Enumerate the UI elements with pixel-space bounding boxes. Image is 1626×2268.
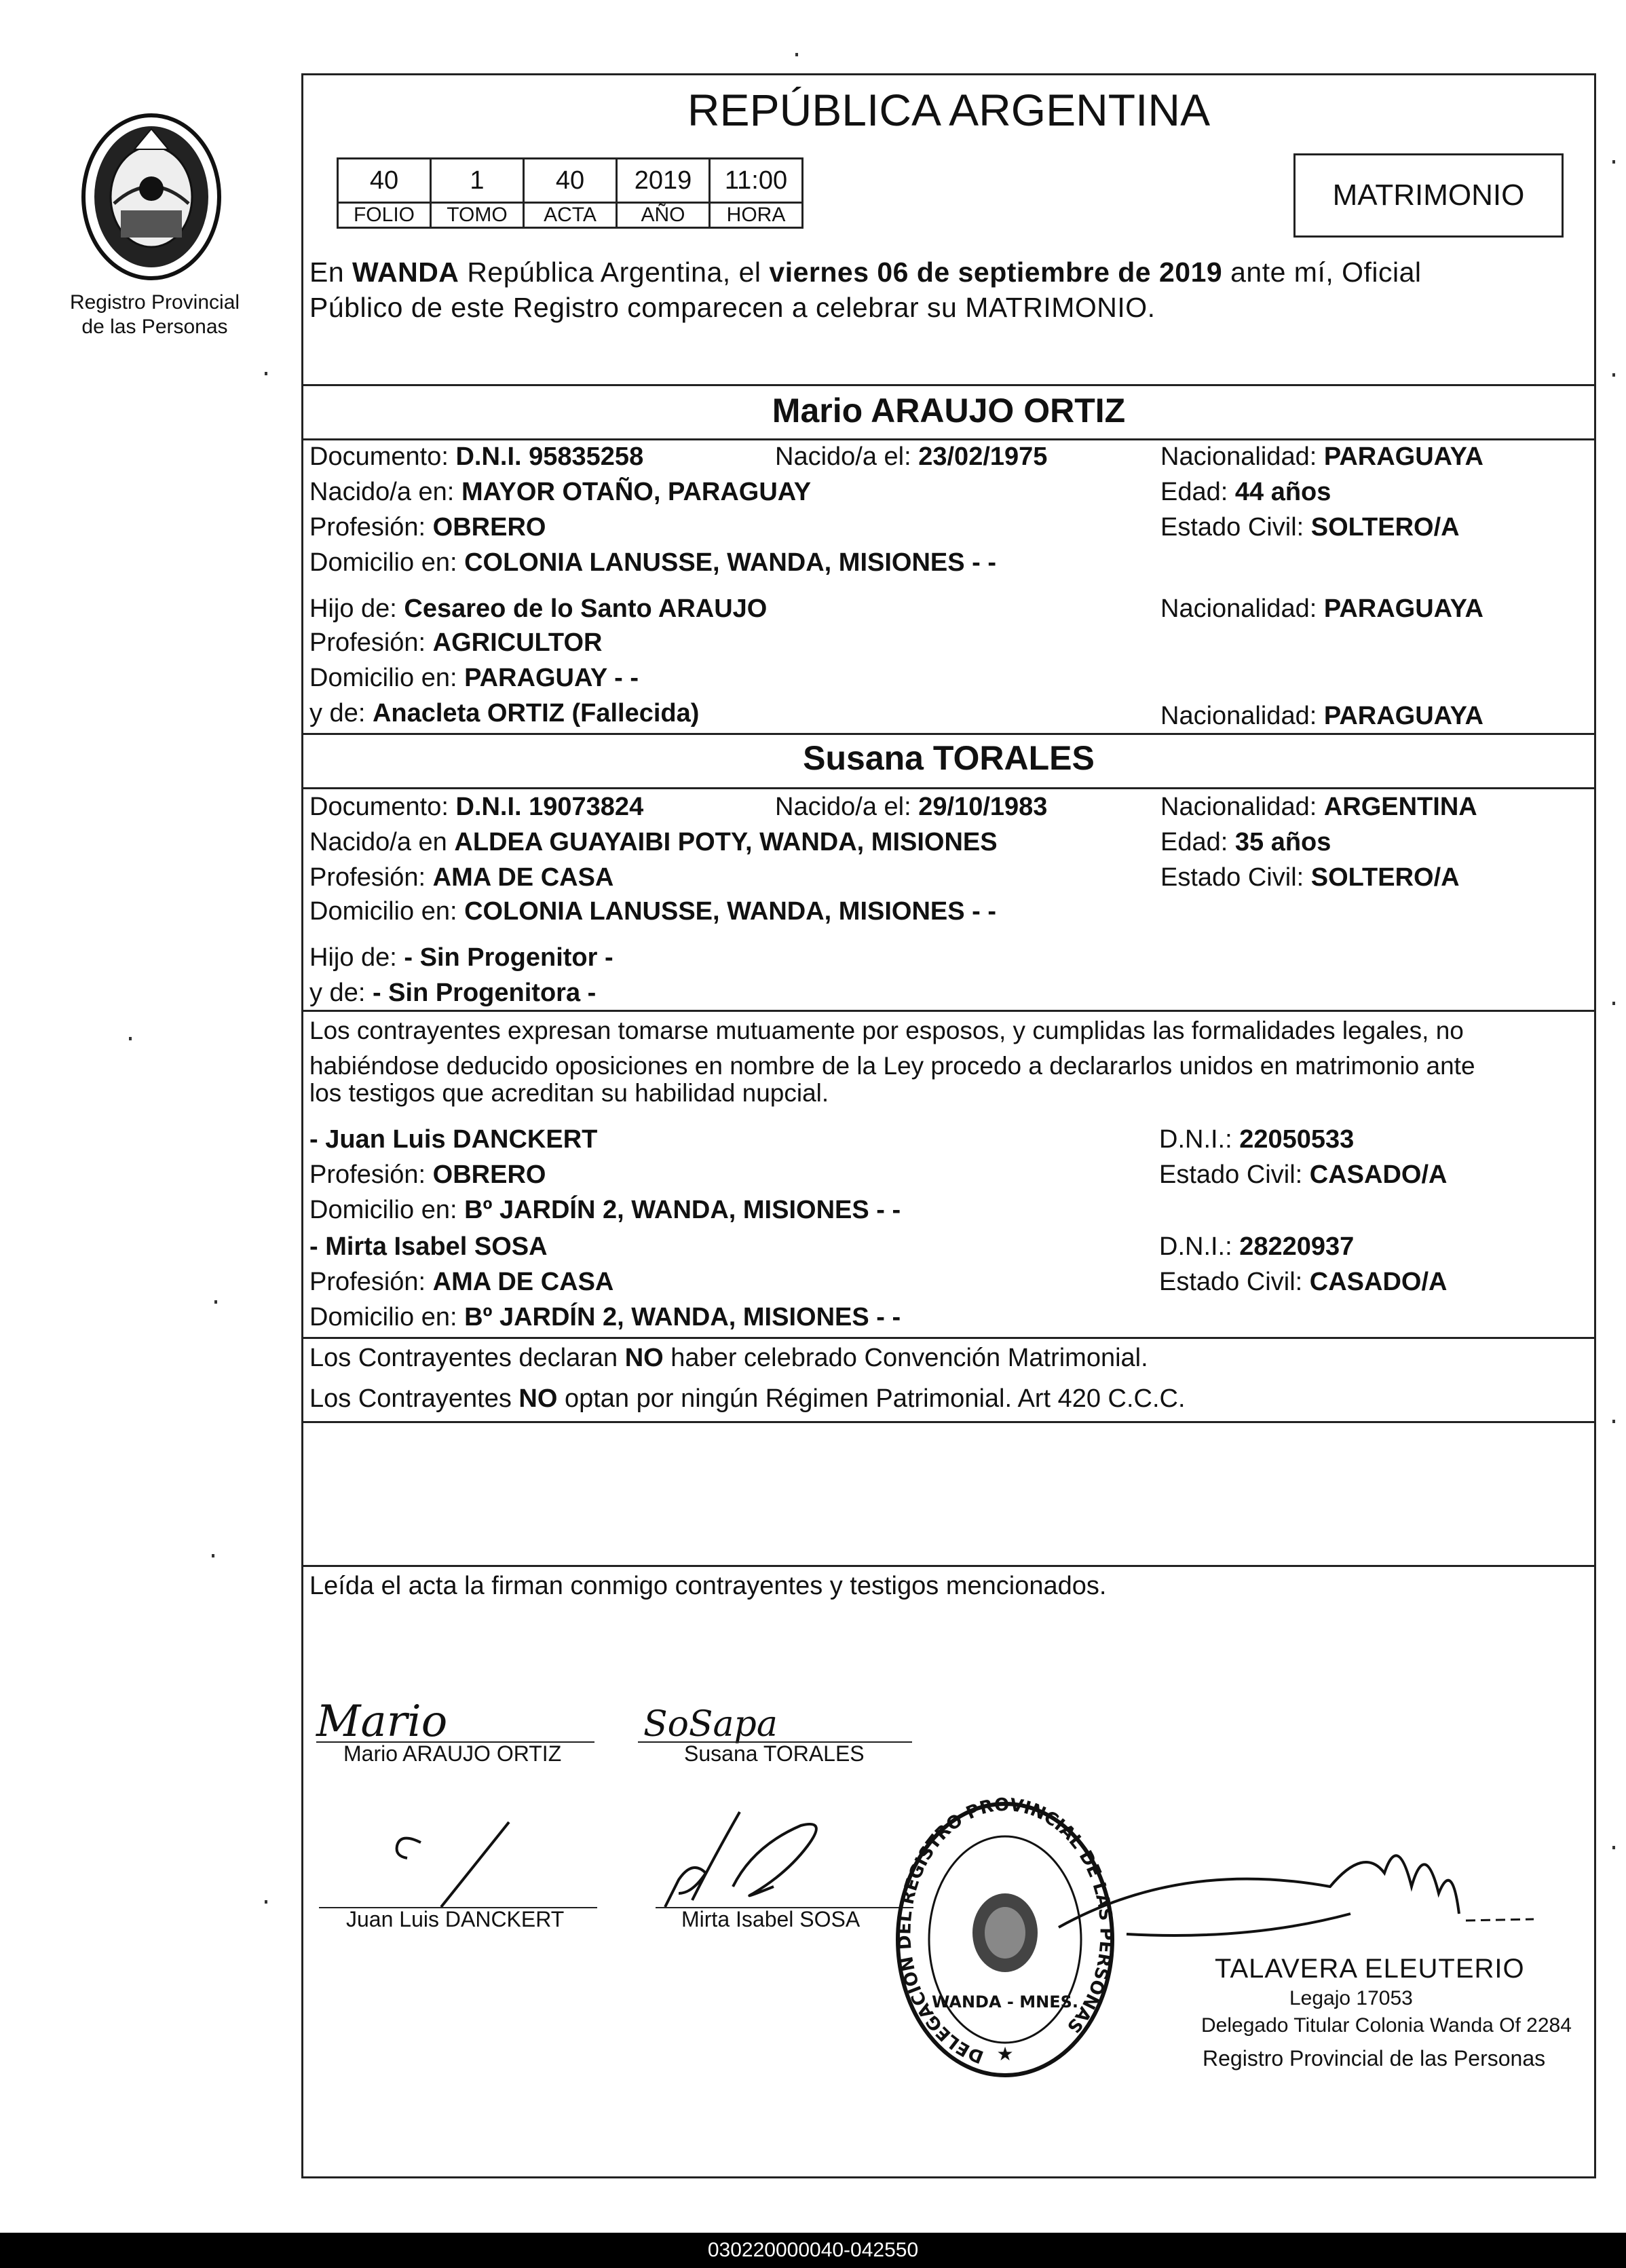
signature-label-juan: Juan Luis DANCKERT [346,1907,565,1931]
c2-edad [1160,825,1331,859]
value: Anacleta ORTIZ (Fallecida) [372,699,700,727]
scan-speck [214,1300,217,1304]
value: D.N.I. 95835258 [455,442,644,471]
stamp-inner-text: WANDA - MNES. [932,1992,1078,2011]
label: Profesión: [309,1160,426,1189]
signature-mirta-icon [651,1805,855,1914]
testigo2-profesion [309,1265,613,1299]
folio-value: 40 [338,159,431,203]
label: Hijo de: [309,943,397,972]
c1-edad [1160,475,1331,509]
label: Profesión: [309,628,426,657]
c1-domicilio [309,546,996,580]
label: D.N.I.: [1159,1125,1232,1154]
value: 35 años [1234,828,1331,856]
value: AMA DE CASA [432,863,614,892]
logo-caption-line2: de las Personas [81,316,228,338]
label: y de: [309,979,366,1007]
label: Estado Civil: [1159,1160,1303,1189]
scan-speck [795,53,798,56]
value: PARAGUAY - - [464,664,639,692]
registry-logo [73,109,229,285]
declaracion-line1: Los contrayentes expresan tomarse mutuamente por esposos, y cumplidas las formalidades legales, no [309,1017,1464,1044]
c2-documento [309,790,643,824]
label: Edad: [1160,478,1228,506]
value: Cesareo de lo Santo ARAUJO [404,594,768,623]
signature-mirta [651,1805,855,1914]
oficial-name: TALAVERA ELEUTERIO [1215,1954,1525,1984]
acta-label: ACTA [524,203,617,228]
label: Profesión: [309,1268,426,1296]
label: Edad: [1160,828,1228,856]
signature-juan-icon [380,1819,529,1914]
label: Domicilio en: [309,1303,457,1331]
label: Hijo de: [309,594,397,623]
label: Domicilio en: [309,548,457,577]
logo-caption-line1: Registro Provincial [69,291,240,314]
signature-susana [638,1694,814,1748]
label: Documento: [309,793,449,821]
label: y de: [309,699,366,727]
scan-speck [129,1037,132,1040]
value: 28220937 [1239,1232,1355,1261]
value: D.N.I. 19073824 [455,793,644,821]
label: Nacido/a el: [775,793,911,821]
declaracion-line2: habiéndose deducido oposiciones en nombre de la Ley procedo a declararlos unidos en matrimonio ante [309,1052,1475,1080]
value: MAYOR OTAÑO, PARAGUAY [461,478,812,506]
label: Nacionalidad: [1160,702,1317,730]
divider [301,787,1596,789]
label: Domicilio en: [309,664,457,692]
official-signature-icon [1045,1832,1574,1961]
divider [301,733,1596,735]
value: Bº JARDÍN 2, WANDA, MISIONES - - [464,1303,901,1331]
signature-mario-text: Mario [316,1697,448,1747]
text: Los Contrayentes [309,1384,519,1413]
footer-code: 030220000040-042550 [707,2239,919,2261]
oficial-legajo: Legajo 17053 [1289,1987,1413,2009]
stamp-ring-text: DELEGACION DEL REGISTRO PROVINCIAL DE LAS PERSONAS [894,1797,1116,2067]
value: AGRICULTOR [432,628,603,657]
value: 22050533 [1239,1125,1355,1154]
hora-label: HORA [710,203,803,228]
c1-profesion [309,510,546,544]
value: Bº JARDÍN 2, WANDA, MISIONES - - [464,1196,901,1224]
scan-speck [212,1554,214,1557]
label: Nacionalidad: [1160,442,1317,471]
text-bold: NO [518,1384,558,1413]
label: Nacionalidad: [1160,793,1317,821]
divider [301,1010,1596,1012]
c1-nacido-el [775,440,1047,474]
signature-label-mario: Mario ARAUJO ORTIZ [343,1741,562,1766]
signature-juan [380,1819,529,1914]
label: Nacido/a en: [309,478,455,506]
value: 23/02/1975 [918,442,1048,471]
value: ALDEA GUAYAIBI POTY, WANDA, MISIONES [454,828,998,856]
c1-nacionalidad [1160,440,1483,474]
divider [301,1337,1596,1339]
text: haber celebrado Convención Matrimonial. [663,1344,1148,1372]
signature-label-susana: Susana TORALES [684,1741,865,1766]
value: OBRERO [432,513,546,542]
regimen-line1 [309,1341,1148,1375]
testigo2-dni [1159,1230,1354,1264]
contrayente2-name: Susana TORALES [803,739,1095,777]
c2-estado-civil [1160,861,1460,894]
c1-madre [309,696,699,730]
c1-estado-civil [1160,510,1460,544]
signature-mario [309,1688,594,1750]
c2-padre [309,941,613,975]
testigo2-name: - Mirta Isabel SOSA [309,1232,548,1261]
hora-value: 11:00 [710,159,803,203]
divider [301,1421,1596,1423]
c1-nacido-en [309,475,811,509]
value: SOLTERO/A [1310,863,1460,892]
intro-part2: República Argentina, el [459,257,770,288]
intro-part1: En [309,257,353,288]
text: optan por ningún Régimen Patrimonial. Art 420 C.C.C. [557,1384,1186,1413]
testigo2-domicilio [309,1300,901,1334]
official-signature [1045,1832,1574,1961]
value: 29/10/1983 [918,793,1048,821]
scan-speck [1612,1846,1615,1849]
c2-nacido-en [309,825,998,859]
testigo1-dni [1159,1122,1354,1156]
label: Nacido/a el: [775,442,911,471]
intro-part3: ante mí, Oficial [1222,257,1422,288]
province-seal-icon [73,109,229,285]
svg-text:★: ★ [996,2043,1014,2064]
c1-padre [309,592,767,626]
scan-speck [1612,373,1615,377]
tomo-label: TOMO [431,203,524,228]
label: Profesión: [309,513,426,542]
footer-code-bar [0,2233,1626,2268]
c2-madre [309,976,596,1010]
signature-susana-icon [638,1694,814,1748]
label: Domicilio en: [309,1196,457,1224]
signature-mario-icon [309,1688,594,1750]
intro-line1 [309,255,1422,289]
declaracion-line3: los testigos que acreditan su habilidad nupcial. [309,1079,829,1107]
regimen-line2 [309,1382,1186,1416]
c1-documento [309,440,643,474]
label: Nacionalidad: [1160,594,1317,623]
signature-label-mirta: Mirta Isabel SOSA [681,1907,861,1931]
testigo1-profesion [309,1158,546,1192]
scan-speck [265,372,267,375]
contrayente1-name: Mario ARAUJO ORTIZ [772,392,1126,430]
intro-date: viernes 06 de septiembre de 2019 [769,257,1223,288]
value: - Sin Progenitor - [404,943,613,972]
record-table [337,157,803,229]
value: 44 años [1234,478,1331,506]
c1-padre-profesion [309,626,602,660]
oficial-cargo: Delegado Titular Colonia Wanda Of 2284 [1201,2014,1572,2037]
value: CASADO/A [1309,1160,1448,1189]
value: - Sin Progenitora - [372,979,597,1007]
divider [301,384,1596,386]
lectura-text: Leída el acta la firman conmigo contrayentes y testigos mencionados. [309,1572,1107,1600]
c1-padre-domicilio [309,661,639,695]
folio-label: FOLIO [338,203,431,228]
oficial-registro: Registro Provincial de las Personas [1203,2046,1546,2071]
value: CASADO/A [1309,1268,1448,1296]
label: Domicilio en: [309,897,457,926]
signature-susana-text: SoSapa [643,1704,778,1745]
label: Estado Civil: [1160,513,1304,542]
c2-nacido-el [775,790,1047,824]
scan-speck [1612,160,1615,164]
value: COLONIA LANUSSE, WANDA, MISIONES - - [464,897,997,926]
divider [301,1565,1596,1567]
value: PARAGUAYA [1323,702,1483,730]
value: AMA DE CASA [432,1268,614,1296]
anio-label: AÑO [617,203,710,228]
label: Documento: [309,442,449,471]
c2-domicilio [309,894,996,928]
testigo2-estado-civil [1159,1265,1447,1299]
label: Estado Civil: [1160,863,1304,892]
testigo1-domicilio [309,1193,901,1227]
testigo1-estado-civil [1159,1158,1447,1192]
label: Profesión: [309,863,426,892]
label: Nacido/a en [309,828,447,856]
c1-padre-nacionalidad [1160,592,1483,626]
value: COLONIA LANUSSE, WANDA, MISIONES - - [464,548,997,577]
page-title: REPÚBLICA ARGENTINA [687,85,1211,135]
testigo1-name: - Juan Luis DANCKERT [309,1125,598,1154]
value: OBRERO [432,1160,546,1189]
value: PARAGUAYA [1323,442,1483,471]
text-bold: NO [624,1344,664,1372]
label: D.N.I.: [1159,1232,1232,1261]
acta-value: 40 [524,159,617,203]
value: SOLTERO/A [1310,513,1460,542]
label: Estado Civil: [1159,1268,1303,1296]
c2-nacionalidad [1160,790,1477,824]
scan-speck [265,1900,267,1904]
c1-madre-nacionalidad [1160,699,1483,733]
value: PARAGUAYA [1323,594,1483,623]
c2-profesion [309,861,613,894]
value: ARGENTINA [1323,793,1477,821]
scan-speck [1612,1420,1615,1423]
text: Los Contrayentes declaran [309,1344,625,1372]
intro-line2: Público de este Registro comparecen a celebrar su MATRIMONIO. [309,292,1156,323]
scan-speck [1612,1002,1615,1005]
act-type-box: MATRIMONIO [1293,153,1564,238]
anio-value: 2019 [617,159,710,203]
tomo-value: 1 [431,159,524,203]
intro-city: WANDA [352,257,459,288]
